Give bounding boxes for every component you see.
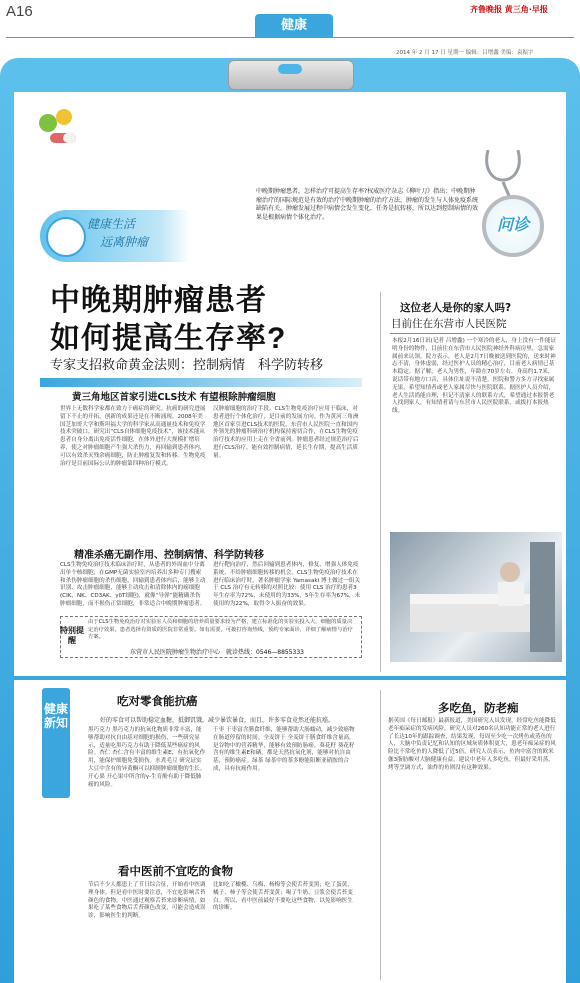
special-reminder-label: 特别提醒: [60, 626, 84, 645]
page-number: A16: [6, 3, 33, 20]
intro-paragraph: 中晚期肿瘤患者，怎样治疗可提高生存率?权威医疗杂志《柳叶刀》指出：中晚期肿瘤治疗的国际规范是有效的治疗中晚期肿瘤的治疗方法，肿瘤的发生与人体免疫系统缺陷有关，肿瘤发展过程中病情会发生变化，任务是抗转移，所以达到控制病情的效果是根据病情个体化治疗。: [256, 188, 479, 221]
fish-title: 多吃鱼，防老痴: [438, 701, 519, 715]
hospital-ward-photo: [390, 532, 562, 662]
pills-icon: [30, 103, 90, 153]
hotline-footer: 东营市人民医院肿瘤生物治疗中心 就诊热线：0546—8855333: [130, 649, 304, 656]
lower-section-band: [14, 676, 566, 680]
section-tab: 健康: [255, 14, 333, 38]
snacks-title: 吃对零食能抗癌: [117, 694, 198, 708]
section2-column2: 进行靶向治疗，然后回输到患者体内，修复、增强人体免疫系统，不给肿瘤细胞转移的机会。CLS生物免疫治疗技术在进行临床治疗时，著名肿瘤学家 Yamasaki 博士做过一组关于 CLS 治疗有无转移的对照比较：使用 CLS 治疗的患者3年生存率为72%，未使用的为33%，5年生存率为67%，未使用的为22%，取得令人振奋的效果。: [213, 562, 361, 607]
snacks-column2: 干枣 干枣富含膳食纤维，能够帮助大肠蠕动，减少致癌物在肠道停留的时间。全麦饼干 全麦饼干膳食纤维含量高，是谷物中的营养精华，能够有效预防肠癌。葵花籽 葵花籽含有的维生素E和硒，都是天然抗氧化剂，能够对抗自由基，预防癌症。绿茶 绿茶中的茶多酚能阻断亚硝胺的合成，具有抗癌作用。: [213, 727, 355, 772]
dna-icon: [46, 217, 86, 257]
section1-title: 黄三角地区首家引进CLS技术 有望根除肿瘤细胞: [72, 392, 276, 403]
lower-column-divider: [380, 690, 381, 980]
tcm-foods-column1: 节后不少人都患上了节日综合征，开始看中医调理身体。但是看中医时要注意，不宜吃影响舌苔颜色的食物，中医通过观察舌苔来诊断病情，如果吃了某些食物后舌苔颜色改变，可能会造成误诊，影响医生的判断。: [88, 882, 206, 920]
clipboard-clip-hole: [278, 64, 302, 74]
tcm-foods-column2: 比如吃了橄榄、乌梅、杨梅等会使舌苔变黑；吃了蛋黄、橘子、柿子等会使舌苔变黄；喝了牛奶、豆浆会使舌苔变白。所以，看中医前最好不要吃这些食物，以免影响医生的诊断。: [213, 882, 353, 912]
banner-line2: 远离肿瘤: [100, 235, 149, 249]
header-rule: [6, 37, 574, 38]
snacks-lead: 好的零食可以帮助稳定血糖，抵御饥饿，减少暴饮暴食，而且，许多零食竟然还能抗癌。: [100, 717, 335, 724]
newspaper-logo: 齐鲁晚报 黄三角·早报: [470, 5, 548, 14]
headline-line1: 中晚期肿瘤患者: [50, 284, 267, 317]
special-reminder-body: 由于CLS生物免疫治疗对实验室人员和细胞的培养质量要求较为严格，建立标准化的实验室投入大，细胞的质量决定治疗效果，患者选择有资质的医院非常重要。如有需要，可拨打咨询热线，预约专家面诊，详细了解病情与治疗方案。: [88, 619, 353, 640]
subheadline: 专家支招救命黄金法则：控制病情 科学防转移: [50, 358, 324, 373]
fish-body: 据英国《每日邮报》最新报道，美国研究人员发现，经常吃鱼能降低老年痴呆症的发病风险。研究人员对260名认知功能正常的老人进行了长达10年的跟踪调查，结果发现，每周至少吃一次烤鱼或蒸鱼的人，大脑中负责记忆和认知的区域灰质体积更大，患老年痴呆症的风险比不常吃鱼的人降低了近5倍。研究人员表示，鱼肉中富含的欧米伽3脂肪酸对大脑健康有益，建议中老年人多吃鱼，但最好采用蒸、烤等烹调方式，油炸的鱼则没有这种效果。: [388, 718, 556, 771]
section1-column1: 世界上无数科学家都在致力于癌症的研究。抗癌的研究进展留下不止的开拓，创新的成果还是在不断涌现。2008年美国芝加哥大学和斯坦福大学的科学家从高通量技术和免疫学技术突破口，研究出“CLS自体细胞免疫技术”，该技术能从患者自身分离出免疫活性细胞，在体外进行大规模扩增培养，使之对肿瘤细胞产生强大杀伤力，再回输到患者体内，可以有效杀灭残余癌细胞，防止肿瘤复发和转移。生物免疫治疗是目前国际公认的肿瘤第四种治疗模式。: [60, 406, 206, 467]
headline-line2: 如何提高生存率?: [50, 322, 287, 355]
snacks-column1: 黑巧克力 黑巧克力的抗氧化物质非常丰富，能够帮助对抗自由基对细胞的损伤，一些研究显示，适量吃黑巧克力有助于降低某些癌症的风险。杏仁 杏仁含有丰富的维生素E，有抗氧化作用，能保护细胞免受损伤。水煮毛豆 研究证实大豆中含有的异黄酮可以抑制肿瘤细胞的生长。开心果 开心果中所含的γ-生育酚有助于降低肺癌的风险。: [88, 727, 206, 788]
hospital-bed-illustration: [390, 532, 562, 662]
missing-person-subtitle: 目前住在东营市人民医院: [391, 318, 507, 330]
section2-title: 精准杀癌无副作用、控制病情、科学防转移: [74, 550, 264, 561]
dateline: 2014 年 2 月 17 日 星期一 编辑：吕增鑫 美编：袁振宇: [396, 50, 534, 56]
missing-person-body: 本报2月16日讯(记者 吕增鑫) 一个寒冷的老人，身上没有一件能证明身份的物件，目前住在东营市人民医院神经外科病房里，急需家属前来认领。院方表示，老人是2月7日晚被送到医院的，送来时神志不清，身体虚弱，经过医护人员的精心治疗，目前老人病情已基本稳定。据了解，老人为男性，年龄在70岁左右，身高约1.7米，说话带有地方口音，具体住址说不清楚。医院和警方多方寻找家属无果，希望知情者或老人家属尽快与医院联系。据医护人员介绍，老人生活尚能自理，但记不清家人的联系方式，希望通过本报帮老人找到家人。有知情者请与东营市人民医院联系，或拨打本报热线。: [392, 338, 557, 415]
tcm-foods-title: 看中医前不宜吃的食物: [118, 864, 233, 878]
health-news-tab: 健康新知: [42, 688, 70, 798]
section1-column2: 汉肿瘤细胞的治疗手段。CLS生物免疫治疗应用于临床，对患者进行个体化治疗，是目前的发展方向。作为黄河三角洲地区首家引进CLS技术的医院，东营市人民医院一直和国内外领先的肿瘤科研治疗机构保持密切合作，在CLS生物免疫治疗技术的应用上走在全省前列。肿瘤患者经过规范治疗后进行CLS治疗，能有效控制病情，延长生存期，提高生活质量。: [213, 406, 359, 459]
banner-line1: 健康生活: [87, 217, 136, 231]
ask-label: 问诊: [497, 215, 530, 234]
title-rule: [390, 333, 560, 334]
missing-person-title: 这位老人是你的家人吗?: [400, 302, 512, 314]
column-divider: [380, 292, 381, 672]
section-gradient-bar: [40, 378, 362, 387]
section2-column1: CLS生物免疫治疗技术临床治疗时，从患者的外周血中分离出单个核细胞，在GMP无菌实验室内培养出多种专门搜索和杀伤肿瘤细胞的杀伤细胞，回输到患者体内后，能够主动识别、攻击肿瘤细胞，能够主动攻击和清除体内的癌细胞(CIK、NK、CD3AK、γδT细胞)，就像“导弹”能精确杀伤肿瘤细胞，而不损伤正常细胞，非常适合中晚期肿瘤患者。: [60, 562, 206, 607]
